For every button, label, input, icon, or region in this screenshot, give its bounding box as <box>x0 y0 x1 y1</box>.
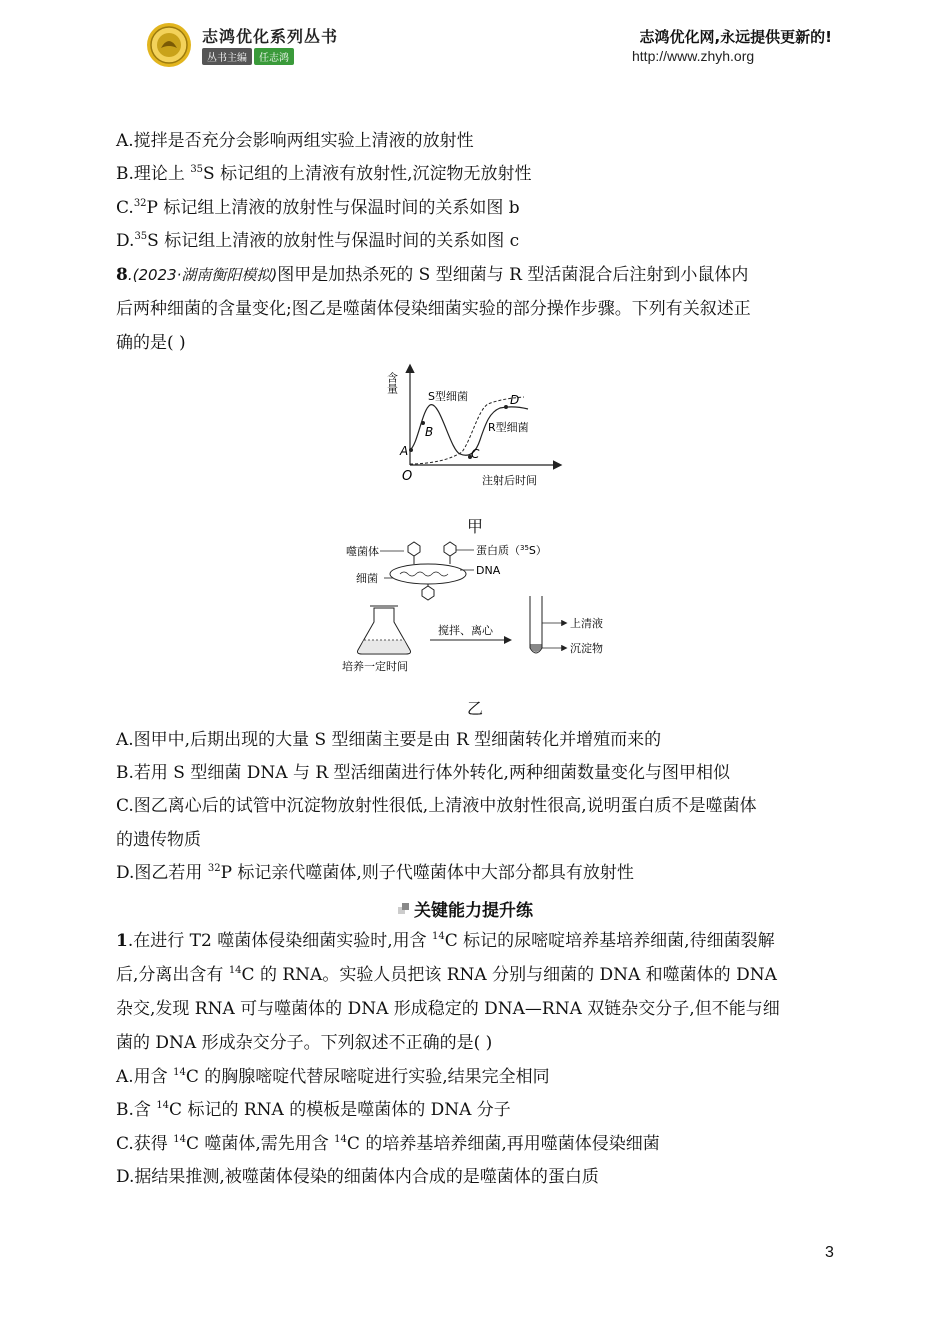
q8-option-c-line1: C.图乙离心后的试管中沉淀物放射性很低,上清液中放射性很高,说明蛋白质不是噬菌体 <box>116 796 757 816</box>
editor-label: 丛书主编 <box>202 48 252 65</box>
prev-option-c: C.$^{32}$P 标记组上清液的放射性与保温时间的关系如图 b <box>116 198 520 218</box>
q8-number: 8 <box>116 265 128 285</box>
phage-icon-right <box>444 542 456 564</box>
q1-number: 1 <box>116 931 128 951</box>
editor-name: 任志鸿 <box>254 48 294 65</box>
x-axis-label: 注射后时间 <box>482 474 537 487</box>
q1-stem-line1: 1.在进行 T2 噬菌体侵染细菌实验时,用含 $^{14}$C 标记的尿嘧啶培养基培养细菌,待细菌裂解 <box>116 931 775 951</box>
point-c-label: C <box>471 447 480 461</box>
editor-tag <box>202 48 294 65</box>
q1-stem-line4: 菌的 DNA 形成杂交分子。下列叙述不正确的是( ) <box>116 1033 493 1053</box>
site-url-link[interactable]: http://www.zhyh.org <box>632 48 755 64</box>
culture-label: 培养一定时间 <box>342 660 408 673</box>
culture-flask <box>358 606 411 654</box>
figure-yi <box>340 536 630 676</box>
prev-option-d: D.$^{35}$S 标记组上清液的放射性与保温时间的关系如图 c <box>116 231 520 251</box>
prev-option-a: A.搅拌是否充分会影响两组实验上清液的放射性 <box>116 131 474 151</box>
bacterium-cell <box>390 564 466 584</box>
q1-option-a: A.用含 $^{14}$C 的胸腺嘧啶代替尿嘧啶进行实验,结果完全相同 <box>116 1067 550 1087</box>
section-square-icon <box>398 903 410 915</box>
publisher-logo-icon <box>146 22 192 68</box>
q8-option-a: A.图甲中,后期出现的大量 S 型细菌主要是由 R 型细菌转化并增殖而来的 <box>116 730 662 750</box>
q1-stem-line2: 后,分离出含有 $^{14}$C 的 RNA。实验人员把该 RNA 分别与细菌的 DNA 和噬菌体的 DNA <box>116 965 777 985</box>
point-d <box>504 405 508 409</box>
dna-label: DNA <box>476 564 501 577</box>
q8-stem-line3: 确的是( ) <box>116 333 186 353</box>
point-b-label: B <box>425 425 434 439</box>
phage-label: 噬菌体 <box>346 545 379 558</box>
q8-option-d: D.图乙若用 $^{32}$P 标记亲代噬菌体,则子代噬菌体中大部分都具有放射性 <box>116 863 634 883</box>
point-a <box>409 448 413 452</box>
point-d-label: D <box>510 393 520 407</box>
figure-yi-caption: 乙 <box>467 699 484 718</box>
figure-jia-caption: 甲 <box>467 517 484 536</box>
prev-option-b: B.理论上 $^{35}$S 标记组的上清液有放射性,沉淀物无放射性 <box>116 164 532 184</box>
y-axis-label: 含量 <box>385 372 399 394</box>
protein-label: 蛋白质（$^{35}$S） <box>476 544 547 557</box>
q1-option-d: D.据结果推测,被噬菌体侵染的细菌体内合成的是噬菌体的蛋白质 <box>116 1167 599 1187</box>
bacteria-label: 细菌 <box>356 572 378 585</box>
r-curve-label: R型细菌 <box>488 421 529 434</box>
q1-option-b: B.含 $^{14}$C 标记的 RNA 的模板是噬菌体的 DNA 分子 <box>116 1100 511 1120</box>
header-slogan: 志鸿优化网,永远提供更新的! <box>639 28 832 46</box>
sediment-label: 沉淀物 <box>570 642 603 655</box>
s-curve-label: S型细菌 <box>428 390 468 403</box>
q8-option-c-line2: 的遗传物质 <box>116 830 201 850</box>
q8-option-b: B.若用 S 型细菌 DNA 与 R 型活细菌进行体外转化,两种细菌数量变化与图甲相似 <box>116 763 730 783</box>
phage-icon-left <box>408 542 420 564</box>
process-label: 搅拌、离心 <box>438 624 493 637</box>
phage-icon-bottom <box>422 584 434 600</box>
q8-source: .(2023·湖南衡阳模拟) <box>127 266 278 284</box>
q1-option-c: C.获得 $^{14}$C 噬菌体,需先用含 $^{14}$C 的培养基培养细菌,再用噬菌体侵染细菌 <box>116 1134 660 1154</box>
figure-jia <box>385 360 570 490</box>
q1-stem-line3: 杂交,发现 RNA 可与噬菌体的 DNA 形成稳定的 DNA—RNA 双链杂交分子,但不能与细 <box>116 999 780 1019</box>
point-a-label: A <box>400 444 409 458</box>
series-title: 志鸿优化系列丛书 <box>202 27 339 46</box>
page-header <box>0 0 950 90</box>
origin-label: O <box>402 469 413 484</box>
page-number: 3 <box>825 1244 834 1261</box>
section-title: 关键能力提升练 <box>398 896 533 921</box>
q8-stem-line2: 后两种细菌的含量变化;图乙是噬菌体侵染细菌实验的部分操作步骤。下列有关叙述正 <box>116 299 751 319</box>
supernatant-label: 上清液 <box>570 617 603 630</box>
centrifuge-tube <box>530 596 542 653</box>
q8-stem-line1: 8.(2023·湖南衡阳模拟)图甲是加热杀死的 S 型细菌与 R 型活菌混合后注射到小鼠体内 <box>116 265 749 285</box>
